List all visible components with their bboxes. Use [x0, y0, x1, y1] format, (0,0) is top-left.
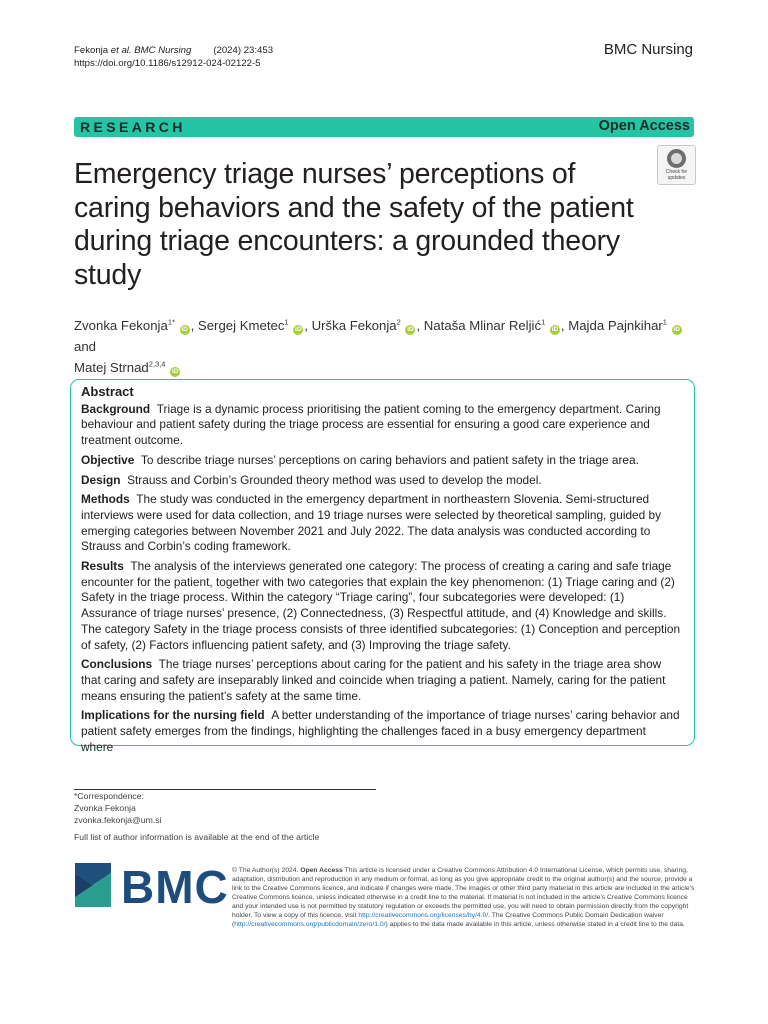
section-label: Methods: [81, 492, 130, 507]
section-label: Conclusions: [81, 657, 153, 672]
citation-year: (2024) 23:453: [213, 45, 274, 56]
author-separator: ,: [304, 318, 312, 333]
section-text: The study was conducted in the emergency department in northeastern Slovenia. Semi-structured interviews were used for data collection, and 19 triage nurses were selected by theoretical sampling, guided by emerging categories between November 2021 and July 2022. The data analysis was conducted according to Strauss and Corbin’s coding framework.: [81, 492, 662, 554]
author-name: Majda Pajnkihar: [568, 318, 663, 333]
doi-link[interactable]: https://doi.org/10.1186/s12912-024-02122-5: [74, 58, 261, 69]
orcid-icon[interactable]: iD: [551, 326, 559, 333]
section-label: Design: [81, 472, 121, 487]
author-name: Zvonka Fekonja: [74, 318, 168, 333]
abstract: [81, 384, 681, 759]
abstract-conclusions: [81, 657, 681, 704]
correspondence-label: *Correspondence:: [74, 791, 145, 801]
abstract-objective: [81, 453, 681, 469]
article-title: Emergency triage nurses’ perceptions of caring behaviors and the safety of the patient during triage encounters: a grounded theory study: [74, 158, 634, 291]
author-info-note: Full list of author information is available at the end of the article: [74, 832, 320, 842]
author-affiliation: 2,3,4: [148, 359, 166, 369]
section-text: The triage nurses’ perceptions about caring for the patient and his safety in the triage area show that caring and safety are inseparably linked and coincide when triaging a patient. Namely, caring for the patient means ensuring the patient’s safety at the same time.: [81, 657, 666, 703]
author-separator: and: [74, 339, 97, 354]
author-affiliation: 1: [284, 317, 289, 327]
citation-journal: et al. BMC Nursing: [110, 45, 192, 56]
author-name: Sergej Kmetec: [197, 318, 285, 333]
license-body: This article is licensed under a Creative Commons Attribution 4.0 International License, which permits use, sharing, adaptation, distribution and reproduction in any medium or format, as long as you give appropriate credit to the original author(s) and the source, provide a link to the Creative Commons licence, and indicate if changes were made. The images or other third party material in this article are included in the article’s Creative Commons licence, unless indicated otherwise in a credit line to the material. If material is not included in the article’s Creative Commons licence and your intended use is not permitted by statutory regulation or exceeds the permitted use, you will need to obtain permission directly from the copyright holder. To view a copy of this licence, visit: [232, 867, 695, 920]
abstract-heading: Abstract: [81, 384, 134, 399]
section-label: Background: [81, 401, 151, 416]
section-text: To describe triage nurses’ perceptions on caring behaviors and patient safety in the triage area.: [140, 452, 639, 467]
license-body-3: ) applies to the data made available in this article, unless otherwise stated in a credit line to the data.: [385, 921, 685, 929]
copyright: © The Author(s) 2024.: [232, 867, 299, 874]
author-affiliation: 1*: [167, 317, 175, 327]
cc-by-link[interactable]: http://creativecommons.org/licenses/by/4.0/: [358, 912, 489, 920]
correspondence-name: Zvonka Fekonja: [74, 802, 136, 813]
abstract-design: [81, 473, 681, 489]
author-name: Urška Fekonja: [311, 318, 397, 333]
orcid-icon[interactable]: iD: [673, 326, 680, 333]
author-name: Matej Strnad: [74, 360, 149, 375]
license-body-2: . The Creative Commons Public Domain Dedication waiver (: [232, 912, 664, 929]
section-text: Strauss and Corbin’s Grounded theory method was used to develop the model.: [127, 472, 542, 487]
orcid-icon[interactable]: iD: [181, 326, 188, 333]
citation-authors: Fekonja: [74, 45, 111, 56]
crossmark-icon: [667, 149, 686, 168]
section-text: The analysis of the interviews generated one category: The process of creating a caring and safe triage encounter for the patient, together with two categories that explain the key phenomenon: (1) Triage caring and (2) Safety in the triage process. Within the category “Triage caring”, four subcategories were developed: (1) Assurance of triage nurses’ presence, (2) Connectedness, (3) Respectful attitude, and (4) Knowledge and skills. The category Safety in the triage process consists of three identified subcategories: (1) Conception and perception of safety, (2) Factors influencing patient safety, and (3) Improving the triage safety.: [81, 559, 681, 652]
author-affiliation: 2: [396, 317, 401, 327]
abstract-results: [81, 559, 681, 653]
footnote-divider: [74, 789, 376, 790]
citation-header: [74, 44, 273, 70]
correspondence-email[interactable]: zvonka.fekonja@um.si: [74, 814, 162, 825]
check-updates-line2: updates: [667, 174, 686, 181]
section-label: Implications for the nursing field: [81, 708, 265, 723]
license-text: [232, 866, 696, 929]
orcid-icon[interactable]: iD: [171, 368, 179, 375]
journal-name: BMC Nursing: [603, 41, 693, 58]
orcid-icon[interactable]: iD: [407, 326, 414, 333]
author-separator: ,: [190, 318, 198, 333]
abstract-implications: [81, 708, 681, 755]
author-affiliation: 1: [541, 317, 546, 327]
check-updates-line1: Check for: [665, 169, 688, 175]
author-list: [74, 315, 694, 378]
bmc-logo-text: BMC: [121, 861, 229, 913]
open-access-label: Open Access: [598, 118, 690, 134]
section-text: A better understanding of the importance of triage nurses’ caring behavior and patient safety emerges from the findings, highlighting the challenges faced in a busy emergency department where: [81, 708, 680, 754]
orcid-icon[interactable]: iD: [295, 326, 302, 333]
check-for-updates-button[interactable]: [657, 145, 696, 185]
author-separator: ,: [416, 318, 424, 333]
bmc-logo-icon: [75, 863, 111, 912]
article-type-label: RESEARCH: [80, 119, 186, 135]
correspondence: [74, 791, 162, 826]
section-label: Objective: [81, 452, 135, 467]
abstract-background: [81, 402, 681, 449]
author-separator: ,: [560, 318, 569, 333]
section-text: Triage is a dynamic process prioritising the patient coming to the emergency department. Caring behaviour and patient safety during the triage process are essential for ensuring a good care experience and treatment outcome.: [81, 401, 661, 448]
author-name: Nataša Mlinar Reljić: [423, 318, 542, 333]
author-affiliation: 1: [662, 317, 667, 327]
abstract-methods: [81, 492, 681, 555]
section-label: Results: [81, 559, 124, 574]
license-open-access: Open Access: [300, 867, 343, 874]
cc-zero-link[interactable]: http://creativecommons.org/publicdomain/zero/1.0/: [234, 921, 386, 929]
